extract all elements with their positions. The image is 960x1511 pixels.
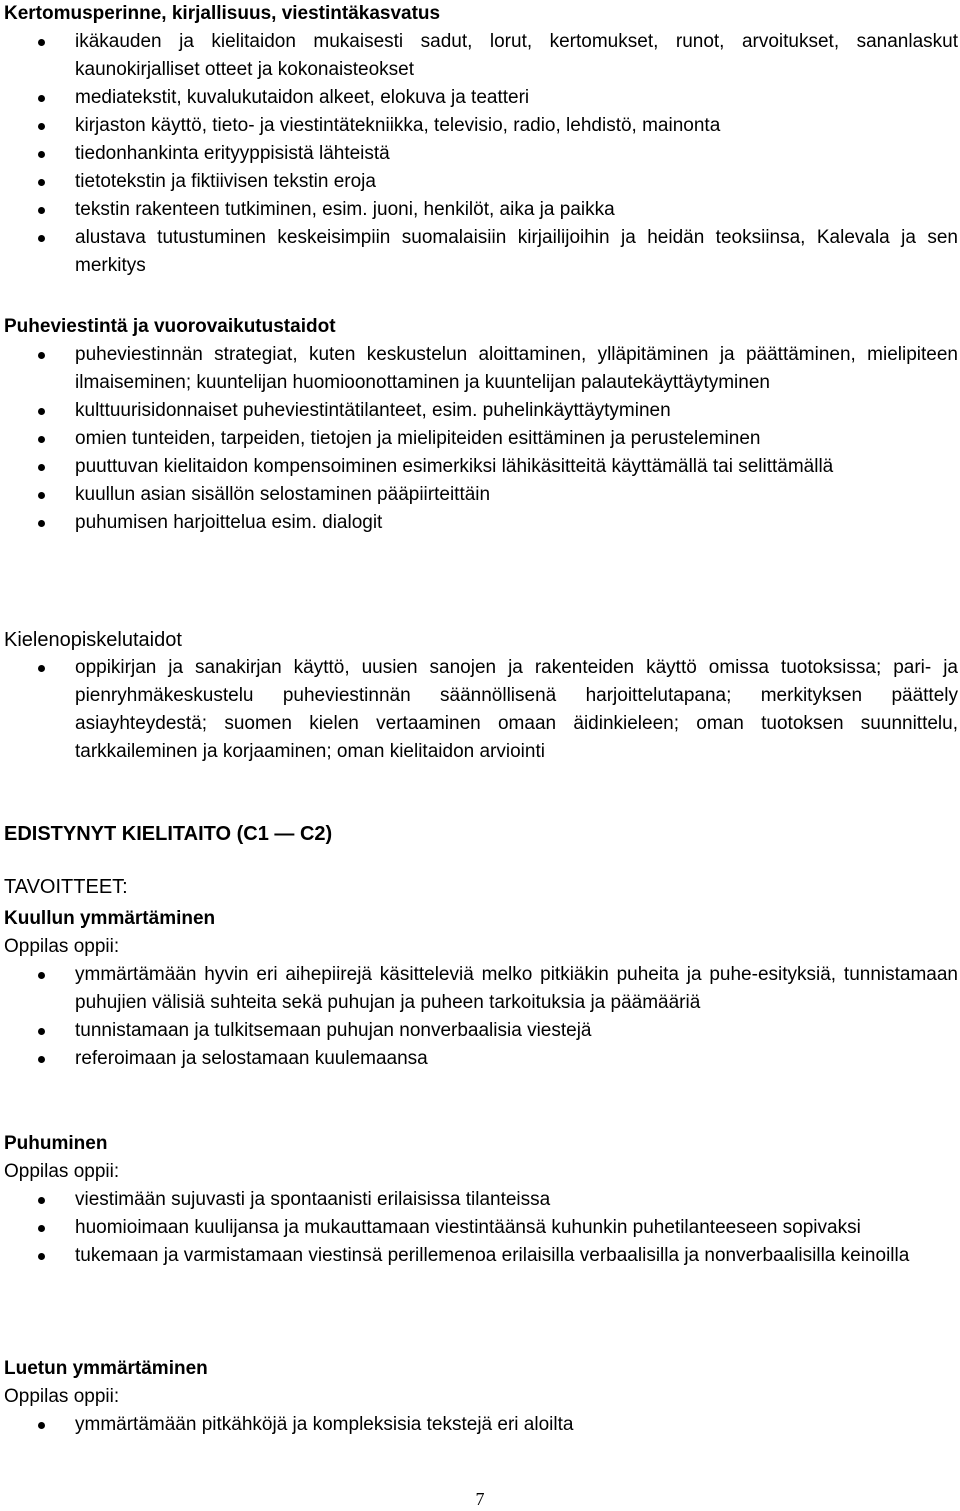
section-kertomusperinne [4,0,960,280]
section-puheviestinta [4,313,960,537]
section-puhuminen [4,1130,960,1270]
section-luetun-ymmartaminen [4,1355,960,1439]
list-item: omien tunteiden, tarpeiden, tietojen ja mielipiteiden esittäminen ja perusteleminen [4,425,960,453]
section-lead: Oppilas oppii: [4,1161,120,1182]
list-item: tunnistamaan ja tulkitsemaan puhujan nonverbaalisia viestejä [4,1017,960,1045]
bullet-list [4,1411,960,1439]
list-item: mediatekstit, kuvalukutaidon alkeet, elokuva ja teatteri [4,84,960,112]
section-kuullun-ymmartaminen [4,905,960,1073]
goals-heading: TAVOITTEET: [4,876,128,898]
list-item: oppikirjan ja sanakirjan käyttö, uusien sanojen ja rakenteiden käyttö omissa tuotoksissa; pari- ja pienryhmäkeskustelu puheviestinnän säännöllisenä harjoittelutapana; merkityksen päättely asiayhteydestä; suomen kielen vertaaminen omaan äidinkieleen; oman tuotoksen suunnittelu, tarkkaileminen ja korjaaminen; oman kielitaidon arviointi [4,654,960,766]
section-lead: Oppilas oppii: [4,936,120,957]
list-item: ymmärtämään hyvin eri aihepiirejä käsitteleviä melko pitkiäkin puheita ja puhe-esityksiä, tunnistamaan puhujien välisiä suhteita sekä puhujan ja puheen tarkoituksia ja päämääriä [4,961,960,1017]
bullet-list [4,28,960,280]
bullet-list [4,1186,960,1270]
list-item: alustava tutustuminen keskeisimpiin suomalaisiin kirjailijoihin ja heidän teoksiinsa, Kalevala ja sen merkitys [4,224,960,280]
section-heading: Luetun ymmärtäminen [4,1358,208,1379]
section-lead: Oppilas oppii: [4,1386,120,1407]
level-heading-block [4,820,960,848]
list-item: tekstin rakenteen tutkiminen, esim. juoni, henkilöt, aika ja paikka [4,196,960,224]
list-item: viestimään sujuvasti ja spontaanisti erilaisissa tilanteissa [4,1186,960,1214]
section-heading: Puheviestintä ja vuorovaikutustaidot [4,316,336,337]
list-item: puhumisen harjoittelua esim. dialogit [4,509,960,537]
section-heading: Puhuminen [4,1133,108,1154]
list-item: kulttuurisidonnaiset puheviestintätilanteet, esim. puhelinkäyttäytyminen [4,397,960,425]
section-kielenopiskelutaidot [4,626,960,766]
bullet-list [4,654,960,766]
list-item: ymmärtämään pitkähköjä ja kompleksisia tekstejä eri aloilta [4,1411,960,1439]
page-number: 7 [475,1489,485,1509]
list-item: puuttuvan kielitaidon kompensoiminen esimerkiksi lähikäsitteitä käyttämällä tai selittämällä [4,453,960,481]
list-item: kuullun asian sisällön selostaminen pääpiirteittäin [4,481,960,509]
bullet-list [4,961,960,1073]
level-heading: EDISTYNYT KIELITAITO (C1 — C2) [4,823,333,845]
list-item: tiedonhankinta erityyppisistä lähteistä [4,140,960,168]
list-item: tukemaan ja varmistamaan viestinsä perillemenoa erilaisilla verbaalisilla ja nonverbaalisilla keinoilla [4,1242,960,1270]
list-item: tietotekstin ja fiktiivisen tekstin eroja [4,168,960,196]
list-item: referoimaan ja selostamaan kuulemaansa [4,1045,960,1073]
goals-heading-block [4,873,960,901]
list-item: ikäkauden ja kielitaidon mukaisesti sadut, lorut, kertomukset, runot, arvoitukset, sananlaskut kaunokirjalliset otteet ja kokonaisteokset [4,28,960,84]
list-item: huomioimaan kuulijansa ja mukauttamaan viestintäänsä kuhunkin puhetilanteeseen sopivaksi [4,1214,960,1242]
list-item: kirjaston käyttö, tieto- ja viestintätekniikka, televisio, radio, lehdistö, mainonta [4,112,960,140]
section-heading: Kertomusperinne, kirjallisuus, viestintäkasvatus [4,3,441,24]
list-item: puheviestinnän strategiat, kuten keskustelun aloittaminen, ylläpitäminen ja päättäminen, mielipiteen ilmaiseminen; kuuntelijan huomioonottaminen ja kuuntelijan palautekäyttäytyminen [4,341,960,397]
bullet-list [4,341,960,537]
section-heading: Kuullun ymmärtäminen [4,908,216,929]
section-heading: Kielenopiskelutaidot [4,629,182,651]
